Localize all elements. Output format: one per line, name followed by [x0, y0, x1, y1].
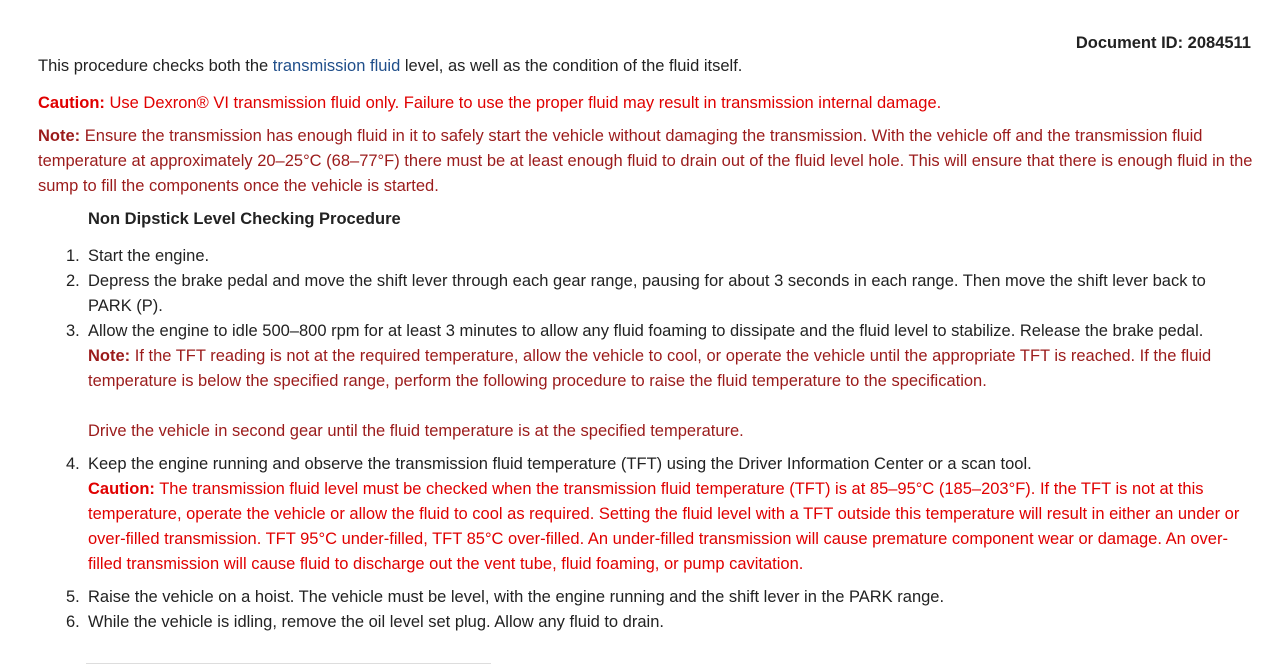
- procedure-subheading: Non Dipstick Level Checking Procedure: [88, 210, 401, 228]
- step-text: Depress the brake pedal and move the shift lever through each gear range, pausing for about 3 seconds in each range. Then move the shift lever back to PARK (P).: [88, 272, 1206, 315]
- caution-label: Caution:: [38, 94, 105, 112]
- intro-text-before: This procedure checks both the: [38, 57, 273, 75]
- step-number: 3.: [66, 322, 80, 340]
- spacer: [88, 394, 1253, 419]
- transmission-fluid-link[interactable]: transmission fluid: [272, 57, 401, 75]
- intro-text-after: level, as well as the condition of the fluid itself.: [400, 57, 743, 75]
- step-note-label: Note:: [88, 347, 131, 365]
- step-note-extra: Drive the vehicle in second gear until the fluid temperature is at the specified temperature.: [88, 422, 744, 440]
- step-item: [66, 269, 1253, 319]
- step-number: 1.: [66, 247, 80, 265]
- step-item: [66, 452, 1253, 577]
- step-item: [66, 585, 1253, 610]
- note-text: Ensure the transmission has enough fluid in it to safely start the vehicle without damaging the transmission. With the vehicle off and the transmission fluid temperature at approximately 20–25°C (68–77°F) there must be at least enough fluid to drain out of the fluid level hole. This will ensure that there is enough fluid in the sump to fill the components once the vehicle is started.: [38, 127, 1253, 195]
- step-text: While the vehicle is idling, remove the oil level set plug. Allow any fluid to drain.: [88, 613, 664, 631]
- document-id: Document ID: 2084511: [1075, 34, 1251, 52]
- step-text: Allow the engine to idle 500–800 rpm for at least 3 minutes to allow any fluid foaming to dissipate and the fluid level to stabilize. Release the brake pedal.: [88, 322, 1204, 340]
- step-caution-label: Caution:: [88, 480, 155, 498]
- step-caution: [88, 477, 1253, 577]
- step-text: Keep the engine running and observe the transmission fluid temperature (TFT) using the Driver Information Center or a scan tool.: [88, 455, 1032, 473]
- partial-divider: [86, 663, 491, 664]
- step-number: 6.: [66, 613, 80, 631]
- note-label: Note:: [38, 127, 81, 145]
- step-note-text: If the TFT reading is not at the required temperature, allow the vehicle to cool, or operate the vehicle until the appropriate TFT is reached. If the fluid temperature is below the specified range, perform the following procedure to raise the fluid temperature to the specification.: [88, 347, 1212, 390]
- caution-text: Use Dexron® VI transmission fluid only. Failure to use the proper fluid may result in transmission internal damage.: [104, 94, 942, 112]
- step-item: [66, 244, 1253, 269]
- step-number: 2.: [66, 272, 80, 290]
- procedure-steps: [66, 244, 1253, 635]
- document-body: [38, 54, 1253, 635]
- intro-paragraph: [38, 54, 1253, 79]
- step-caution-text: The transmission fluid level must be checked when the transmission fluid temperature (TFT) is at 85–95°C (185–203°F). If the TFT is not at this temperature, operate the vehicle or allow the fluid to cool as required. Setting the fluid level with a TFT outside this temperature will result in either an under or over-filled transmission. TFT 95°C under-filled, TFT 85°C over-filled. An under-filled transmission will cause premature component wear or damage. An over-filled transmission will cause fluid to discharge out the vent tube, fluid foaming, or pump cavitation.: [88, 480, 1240, 573]
- step-item: [66, 319, 1253, 444]
- step-text: Start the engine.: [88, 247, 210, 265]
- step-note: [88, 344, 1253, 394]
- caution-block: [38, 91, 1253, 116]
- step-text: Raise the vehicle on a hoist. The vehicle must be level, with the engine running and the shift lever in the PARK range.: [88, 588, 945, 606]
- step-number: 4.: [66, 455, 80, 473]
- step-item: [66, 610, 1253, 635]
- step-number: 5.: [66, 588, 80, 606]
- note-block: [38, 124, 1253, 199]
